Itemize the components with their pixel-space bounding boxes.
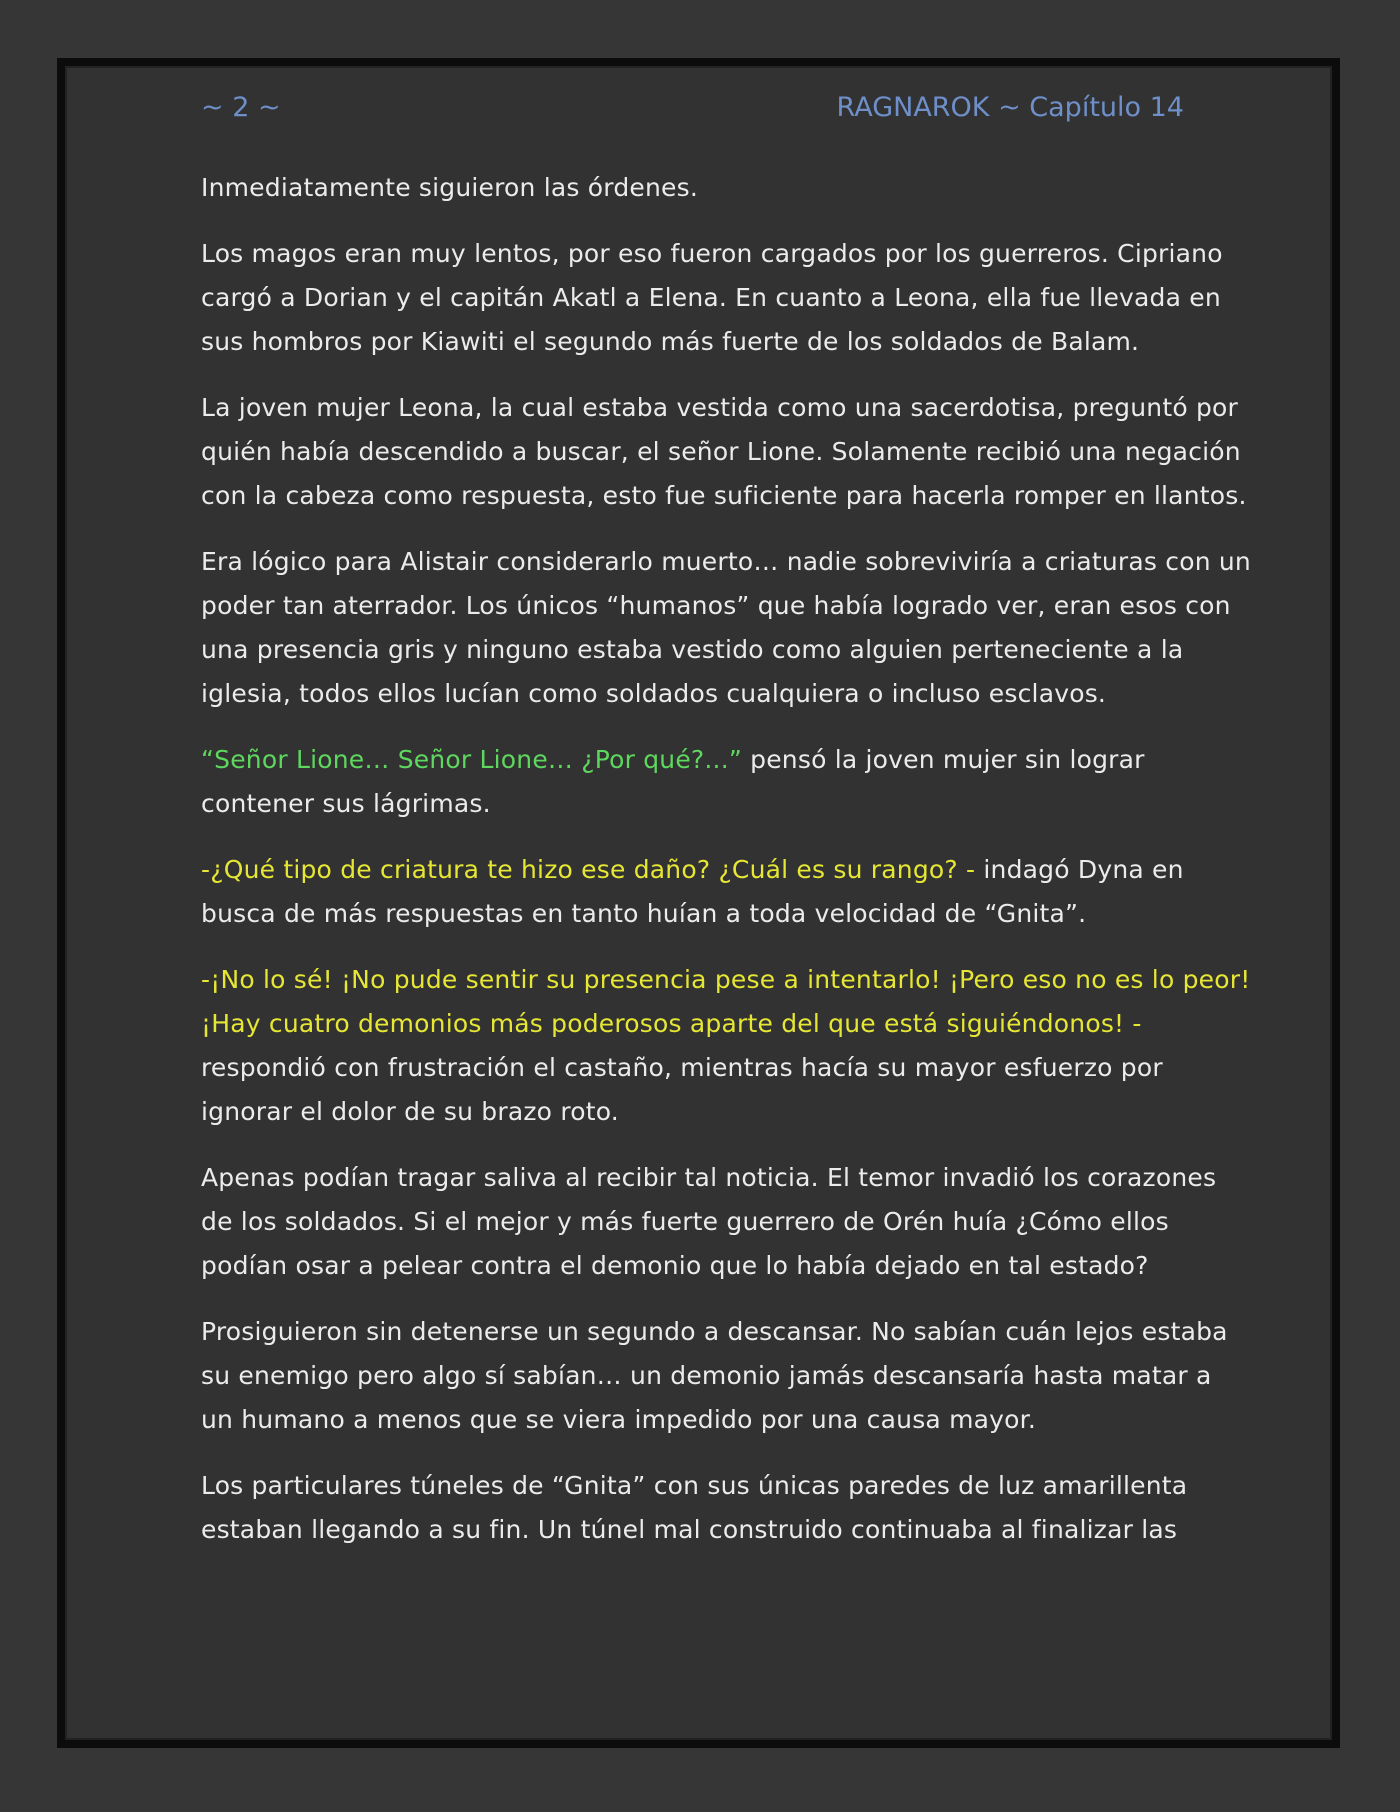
paragraph-1: Inmediatamente siguieron las órdenes. <box>201 173 698 202</box>
page-header <box>201 88 1184 128</box>
paragraph-2: Los magos eran muy lentos, por eso fueron cargados por los guerreros. Cipriano cargó a Dorian y el capitán Akatl a Elena. En cuanto a Leona, ella fue llevada en sus hombros por Kiawiti el segundo más fuerte de los soldados de Balam. <box>201 239 1223 356</box>
narration-text: respondió con frustración el castaño, mientras hacía su mayor esfuerzo por ignorar el dolor de su brazo roto. <box>201 1053 1163 1126</box>
thought-text: “Señor Lione… Señor Lione… ¿Por qué?...” <box>201 745 742 774</box>
paragraph-9: Prosiguieron sin detenerse un segundo a descansar. No sabían cuán lejos estaba su enemigo pero algo sí sabían… un demonio jamás descansaría hasta matar a un humano a menos que se viera impedido por una causa mayor. <box>201 1317 1228 1434</box>
page-body <box>201 166 1251 1574</box>
document-page <box>57 58 1340 1748</box>
narration-text: indagó Dyna en busca de más respuestas en tanto huían a toda velocidad de “Gnita”. <box>201 855 1184 928</box>
dialogue-text: -¡No lo sé! ¡No pude sentir su presencia pese a intentarlo! ¡Pero eso no es lo peor! ¡Hay cuatro demonios más poderosos aparte del que está siguiéndonos! - <box>201 965 1251 1038</box>
paragraph-7 <box>201 958 1251 1134</box>
paragraph-4: Era lógico para Alistair considerarlo muerto… nadie sobreviviría a criaturas con un poder tan aterrador. Los únicos “humanos” que había logrado ver, eran esos con una presencia gris y ninguno estaba vestido como alguien perteneciente a la iglesia, todos ellos lucían como soldados cualquiera o incluso esclavos. <box>201 547 1251 708</box>
narration-text: pensó la joven mujer sin lograr contener sus lágrimas. <box>201 745 1145 818</box>
chapter-title: RAGNAROK ~ Capítulo 14 <box>836 92 1184 123</box>
paragraph-5 <box>201 738 1251 826</box>
paragraph-3: La joven mujer Leona, la cual estaba vestida como una sacerdotisa, preguntó por quién había descendido a buscar, el señor Lione. Solamente recibió una negación con la cabeza como respuesta, esto fue suficiente para hacerla romper en llantos. <box>201 393 1247 510</box>
paragraph-10: Los particulares túneles de “Gnita” con sus únicas paredes de luz amarillenta estaban llegando a su fin. Un túnel mal construido continuaba al finalizar las <box>201 1471 1188 1544</box>
paragraph-6 <box>201 848 1251 936</box>
dialogue-text: -¿Qué tipo de criatura te hizo ese daño? ¿Cuál es su rango? - <box>201 855 976 884</box>
page-number: ~ 2 ~ <box>201 92 281 123</box>
paragraph-8: Apenas podían tragar saliva al recibir tal noticia. El temor invadió los corazones de los soldados. Si el mejor y más fuerte guerrero de Orén huía ¿Cómo ellos podían osar a pelear contra el demonio que lo había dejado en tal estado? <box>201 1163 1217 1280</box>
